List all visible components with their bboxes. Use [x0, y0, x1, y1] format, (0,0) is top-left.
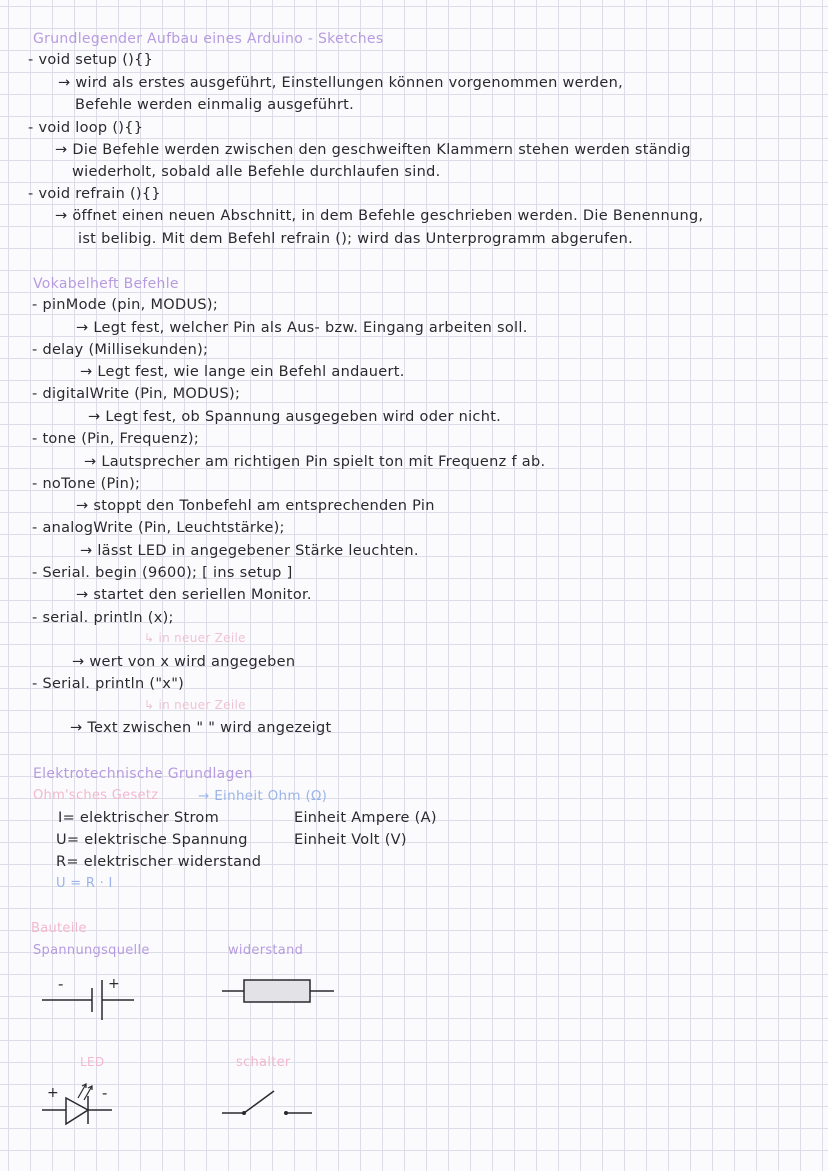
battery-minus-label: - [58, 975, 64, 993]
desc-pinmode: → Legt fest, welcher Pin als Aus- bzw. Eingang arbeiten soll. [76, 320, 528, 336]
switch-icon [220, 1085, 320, 1125]
cmd-serial-println-text: - Serial. println ("x") [32, 676, 185, 692]
battery-icon [40, 978, 140, 1022]
heading-elektro: Elektrotechnische Grundlagen [33, 766, 253, 782]
cmd-tone: - tone (Pin, Frequenz); [32, 431, 200, 447]
def-spannung: U= elektrische Spannung [56, 832, 248, 848]
line-refrain-desc-2: ist belibig. Mit dem Befehl refrain (); wird das Unterprogramm abgerufen. [78, 231, 634, 247]
line-refrain-desc-1: → öffnet einen neuen Abschnitt, in dem Befehle geschrieben werden. Die Benennung, [55, 208, 704, 224]
desc-serial-println-text: → Text zwischen " " wird angezeigt [70, 720, 332, 736]
line-void-refrain: - void refrain (){} [28, 186, 161, 202]
heading-arduino: Grundlegender Aufbau eines Arduino - Sketches [33, 31, 384, 47]
battery-plus-label: + [108, 976, 121, 992]
line-loop-desc-2: wiederholt, sobald alle Befehle durchlaufen sind. [72, 164, 441, 180]
note-neue-zeile-2: ↳ in neuer Zeile [144, 698, 246, 712]
desc-tone: → Lautsprecher am richtigen Pin spielt ton mit Frequenz f ab. [84, 454, 546, 470]
desc-delay: → Legt fest, wie lange ein Befehl andauert. [80, 364, 405, 380]
heading-bauteile: Bauteile [31, 921, 87, 936]
def-strom: I= elektrischer Strom [58, 810, 220, 826]
desc-digitalwrite: → Legt fest, ob Spannung ausgegeben wird oder nicht. [88, 409, 502, 425]
line-setup-desc-1: → wird als erstes ausgeführt, Einstellungen können vorgenommen werden, [58, 75, 624, 91]
cmd-serial-begin: - Serial. begin (9600); [ ins setup ] [32, 565, 293, 581]
ohm-gesetz-label: Ohm'sches Gesetz [33, 788, 159, 803]
unit-volt: Einheit Volt (V) [294, 832, 407, 848]
desc-serial-println-x: → wert von x wird angegeben [72, 654, 296, 670]
note-neue-zeile-1: ↳ in neuer Zeile [144, 631, 246, 645]
heading-vokabelheft: Vokabelheft Befehle [33, 276, 179, 292]
line-loop-desc-1: → Die Befehle werden zwischen den geschweiften Klammern stehen werden ständig [55, 142, 691, 158]
line-setup-desc-2: Befehle werden einmalig ausgeführt. [75, 97, 355, 113]
desc-notone: → stoppt den Tonbefehl am entsprechenden Pin [76, 498, 435, 514]
desc-serial-begin: → startet den seriellen Monitor. [76, 587, 312, 603]
formula-uri: U = R · I [56, 876, 113, 891]
unit-ampere: Einheit Ampere (A) [294, 810, 437, 826]
led-minus-label: - [102, 1084, 108, 1102]
def-widerstand: R= elektrischer widerstand [56, 854, 262, 870]
cmd-serial-println-x: - serial. println (x); [32, 610, 174, 626]
ohm-unit: → Einheit Ohm (Ω) [198, 788, 328, 804]
cmd-delay: - delay (Millisekunden); [32, 342, 209, 358]
resistor-icon [220, 977, 340, 1007]
led-plus-label: + [47, 1085, 60, 1101]
cmd-pinmode: - pinMode (pin, MODUS); [32, 297, 219, 313]
cmd-notone: - noTone (Pin); [32, 476, 141, 492]
label-spannungsquelle: Spannungsquelle [33, 943, 150, 958]
cmd-digitalwrite: - digitalWrite (Pin, MODUS); [32, 386, 241, 402]
line-void-loop: - void loop (){} [28, 120, 144, 136]
desc-analogwrite: → lässt LED in angegebener Stärke leuchten. [80, 543, 419, 559]
label-widerstand: widerstand [228, 943, 304, 958]
label-led: LED [80, 1055, 105, 1069]
cmd-analogwrite: - analogWrite (Pin, Leuchtstärke); [32, 520, 285, 536]
line-void-setup: - void setup (){} [28, 52, 154, 68]
label-schalter: schalter [236, 1055, 291, 1070]
